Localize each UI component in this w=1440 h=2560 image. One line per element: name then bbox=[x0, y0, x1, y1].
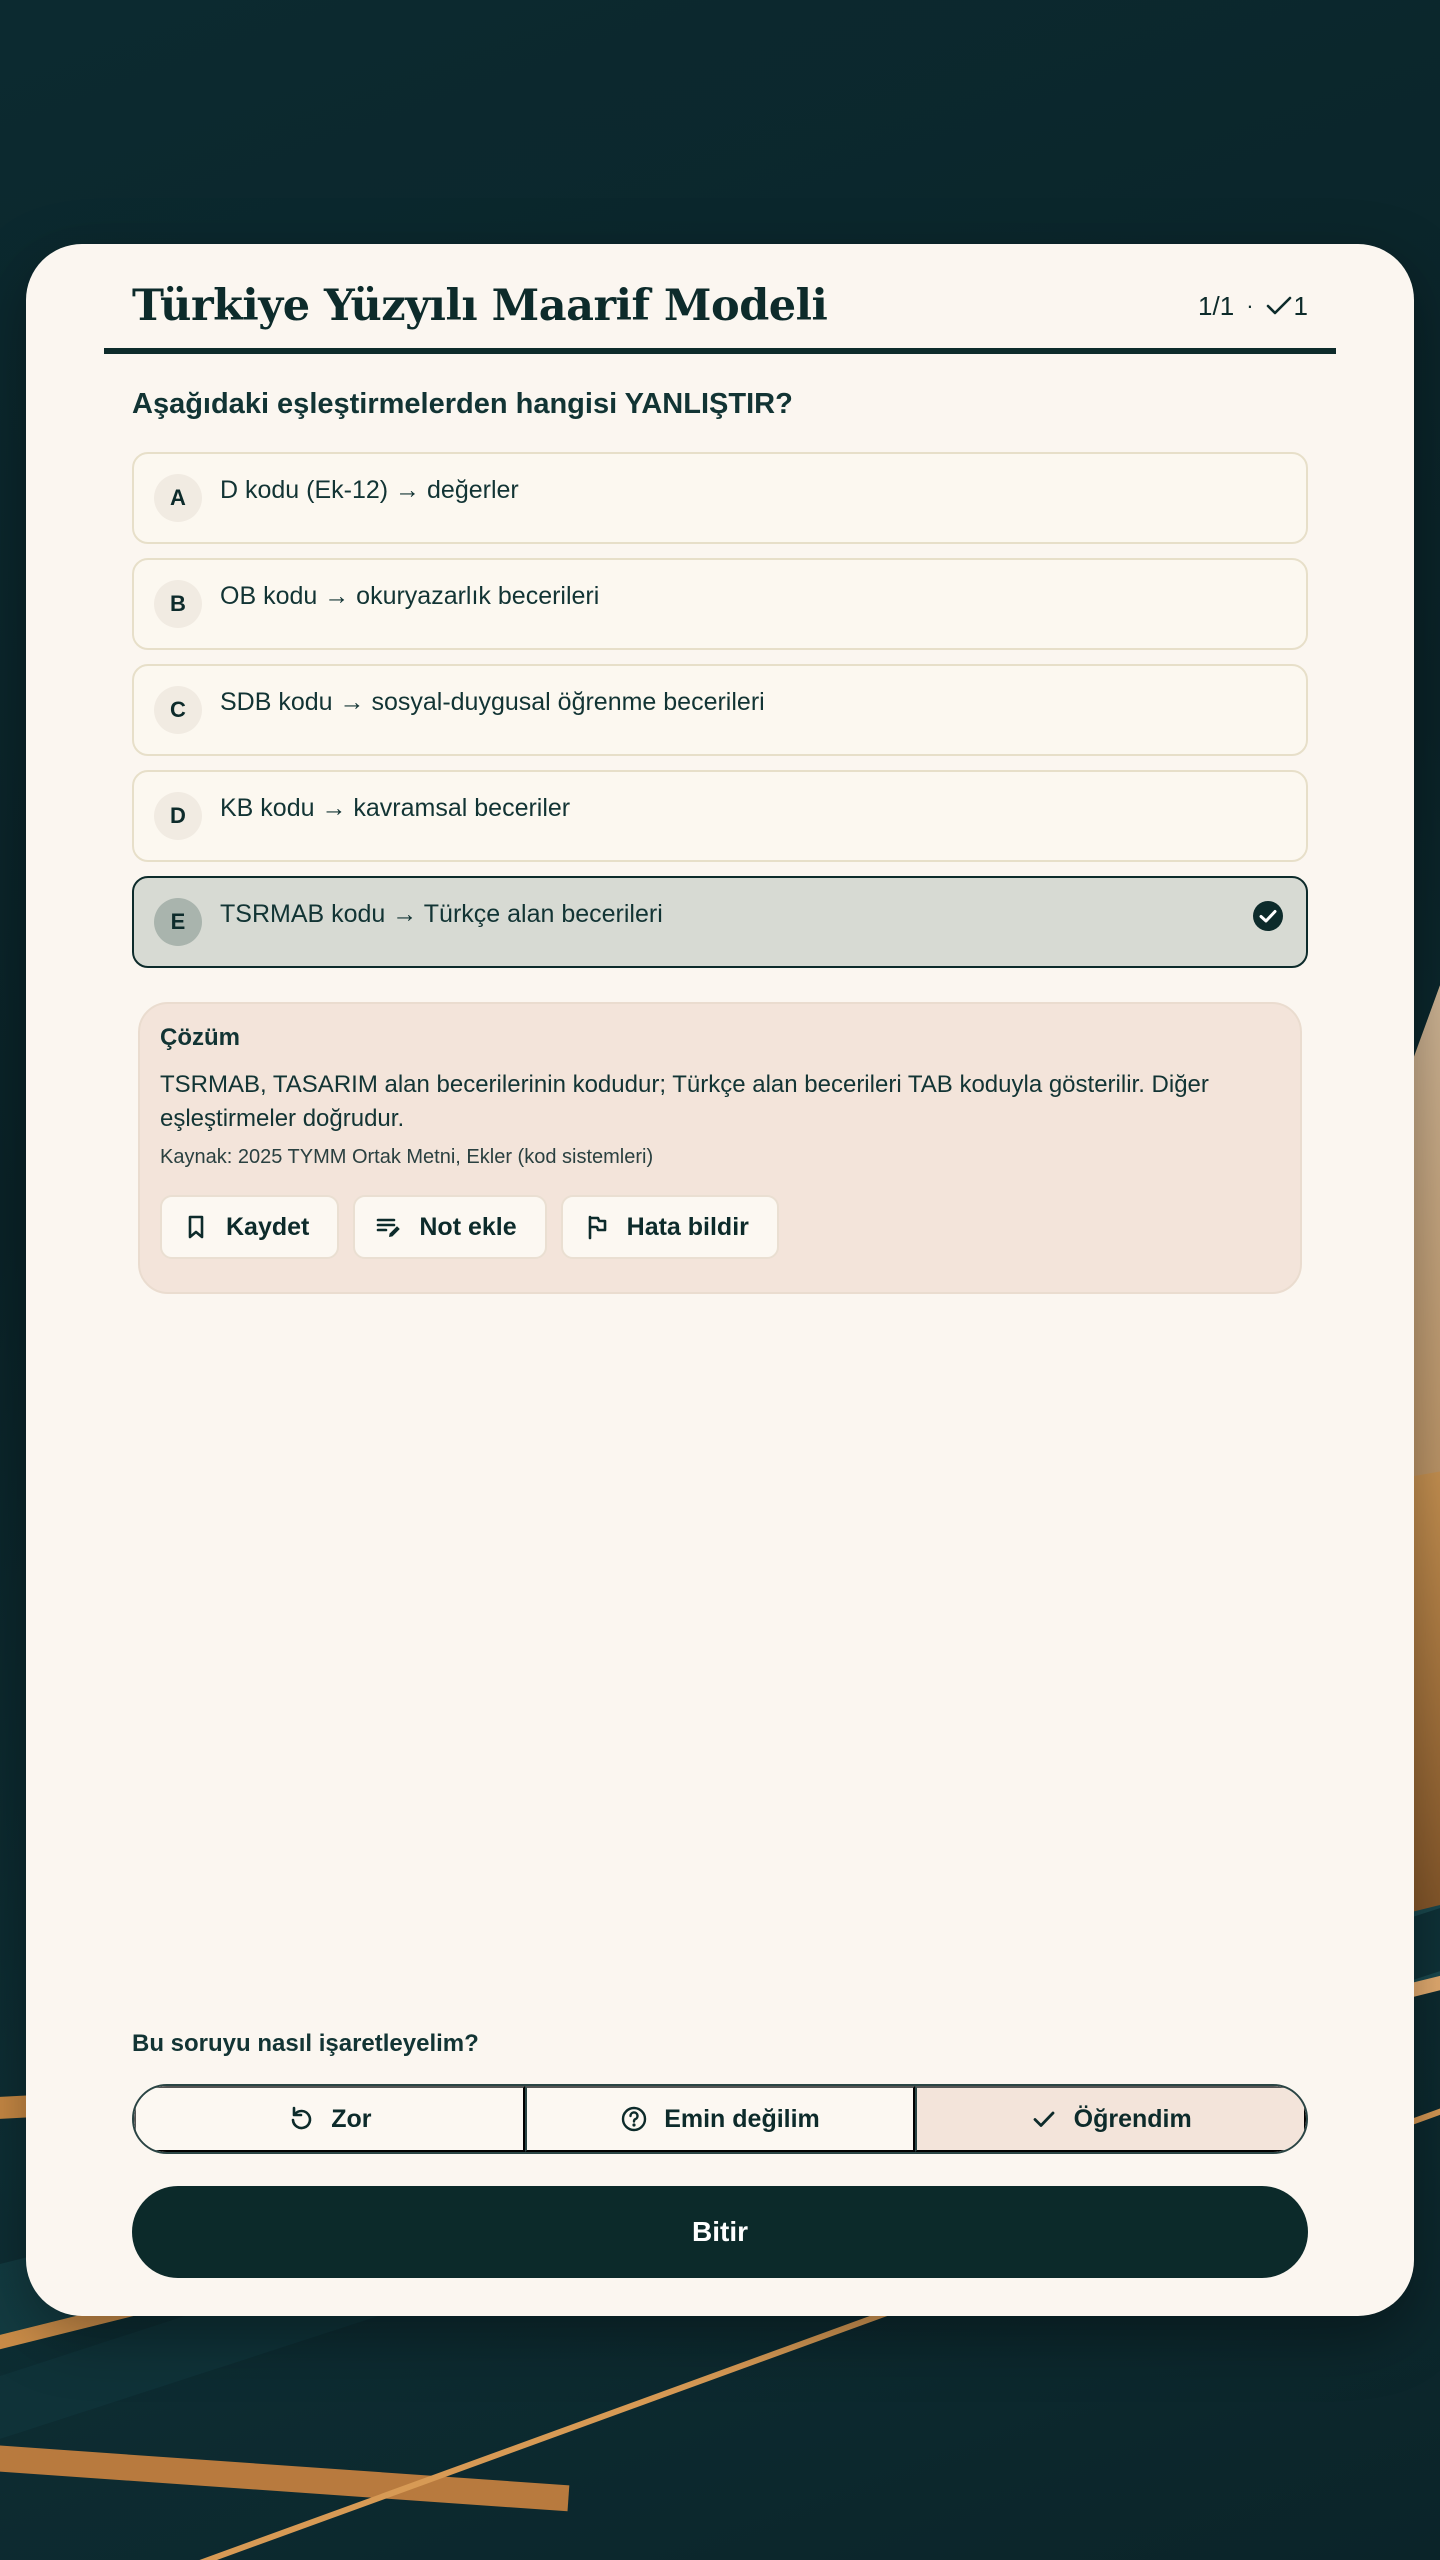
option-d[interactable] bbox=[132, 770, 1308, 862]
solution-actions bbox=[160, 1195, 1280, 1259]
option-text: KB kodu → kavramsal beceriler bbox=[220, 794, 571, 822]
mark-unsure-button[interactable] bbox=[525, 2086, 916, 2152]
background-shape bbox=[0, 2440, 569, 2511]
save-button[interactable] bbox=[160, 1195, 339, 1259]
option-text: D kodu (Ek-12) → değerler bbox=[220, 476, 519, 504]
header-divider bbox=[104, 348, 1336, 354]
option-b[interactable] bbox=[132, 558, 1308, 650]
marking-label: Bu soruyu nasıl işaretleyelim? bbox=[132, 2030, 479, 2057]
correct-count-group bbox=[1266, 291, 1308, 322]
quiz-header bbox=[132, 274, 1308, 338]
check-icon bbox=[1030, 2105, 1058, 2133]
question-text: Aşağıdaki eşleştirmelerden hangisi YANLIŞTIR? bbox=[132, 388, 793, 420]
option-text: TSRMAB kodu → Türkçe alan becerileri bbox=[220, 900, 663, 928]
add-note-label: Not ekle bbox=[419, 1212, 517, 1241]
help-circle-icon bbox=[620, 2105, 648, 2133]
correct-count: 1 bbox=[1293, 290, 1308, 321]
finish-button[interactable]: Bitir bbox=[132, 2186, 1308, 2278]
options-list bbox=[132, 452, 1308, 982]
flag-icon bbox=[583, 1213, 611, 1241]
solution-panel bbox=[138, 1002, 1302, 1294]
option-letter: A bbox=[154, 474, 202, 522]
separator: · bbox=[1246, 293, 1254, 318]
progress-indicator bbox=[1198, 291, 1308, 322]
solution-title: Çözüm bbox=[160, 1024, 240, 1051]
solution-text: TSRMAB, TASARIM alan becerilerinin kodudur; Türkçe alan becerileri TAB koduyla gösterilir. Diğer eşleştirmeler doğrudur. bbox=[160, 1071, 1209, 1132]
mark-learned-button[interactable] bbox=[915, 2086, 1306, 2152]
mark-hard-label: Zor bbox=[331, 2104, 372, 2133]
add-note-button[interactable] bbox=[353, 1195, 546, 1259]
option-text: OB kodu → okuryazarlık becerileri bbox=[220, 582, 600, 610]
option-a[interactable] bbox=[132, 452, 1308, 544]
solution-source: Kaynak: 2025 TYMM Ortak Metni, Ekler (kod sistemleri) bbox=[160, 1146, 654, 1168]
quiz-card bbox=[26, 244, 1414, 2316]
option-c[interactable] bbox=[132, 664, 1308, 756]
report-error-label: Hata bildir bbox=[626, 1212, 749, 1241]
option-e[interactable] bbox=[132, 876, 1308, 968]
check-icon bbox=[1266, 296, 1292, 316]
page-title: Türkiye Yüzyılı Maarif Modeli bbox=[132, 281, 828, 331]
option-letter: B bbox=[154, 580, 202, 628]
mark-hard-button[interactable] bbox=[134, 2086, 525, 2152]
save-label: Kaydet bbox=[226, 1212, 310, 1241]
bookmark-icon bbox=[182, 1213, 210, 1241]
report-error-button[interactable] bbox=[561, 1195, 779, 1259]
question-counter: 1/1 bbox=[1198, 290, 1235, 321]
option-letter: C bbox=[154, 686, 202, 734]
refresh-icon bbox=[287, 2105, 315, 2133]
mark-learned-label: Öğrendim bbox=[1073, 2104, 1192, 2133]
edit-note-icon bbox=[375, 1213, 403, 1241]
option-text: SDB kodu → sosyal-duygusal öğrenme becerileri bbox=[220, 688, 765, 716]
marking-segmented-control bbox=[132, 2084, 1308, 2154]
option-letter: E bbox=[154, 898, 202, 946]
check-circle-icon bbox=[1252, 900, 1284, 932]
option-letter: D bbox=[154, 792, 202, 840]
mark-unsure-label: Emin değilim bbox=[664, 2104, 820, 2133]
